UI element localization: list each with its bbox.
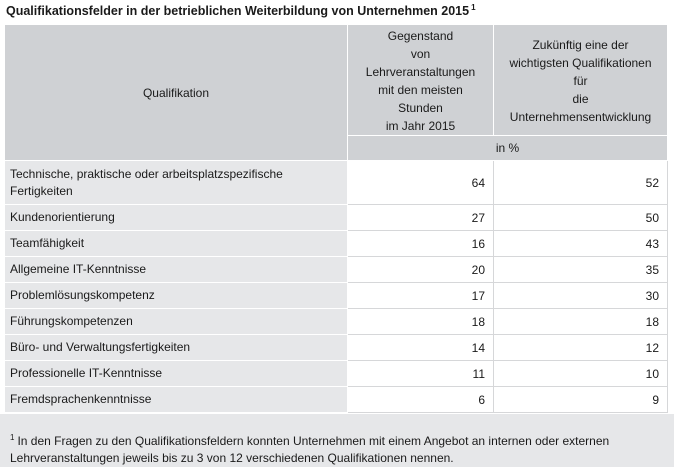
qualification-table bbox=[4, 24, 668, 413]
row-value-future: 10 bbox=[494, 361, 668, 387]
header-line: Gegenstand bbox=[387, 29, 454, 43]
table-row bbox=[5, 161, 668, 205]
row-value-lessons: 27 bbox=[348, 205, 494, 231]
header-unit: in % bbox=[348, 136, 668, 161]
row-value-future: 30 bbox=[494, 283, 668, 309]
row-value-lessons: 11 bbox=[348, 361, 494, 387]
row-value-future: 43 bbox=[494, 231, 668, 257]
header-lessons-2015 bbox=[348, 25, 494, 136]
row-value-lessons: 64 bbox=[348, 161, 494, 205]
header-line: wichtigsten Qualifikationen bbox=[509, 56, 652, 70]
row-value-future: 52 bbox=[494, 161, 668, 205]
header-future-qualifications bbox=[494, 25, 668, 136]
row-value-future: 18 bbox=[494, 309, 668, 335]
table-row bbox=[5, 387, 668, 413]
footnote-line: Lehrveranstaltungen jeweils bis zu 3 von 12 verschiedenen Qualifikationen nennen. bbox=[10, 451, 454, 465]
table-row bbox=[5, 309, 668, 335]
row-label: Führungskompetenzen bbox=[5, 309, 348, 335]
header-line: für bbox=[573, 74, 588, 88]
row-value-lessons: 6 bbox=[348, 387, 494, 413]
table-row bbox=[5, 205, 668, 231]
header-qualification: Qualifikation bbox=[5, 25, 348, 161]
table-row bbox=[5, 361, 668, 387]
table-row bbox=[5, 283, 668, 309]
footnote-line bbox=[10, 429, 665, 450]
row-label-line: Technische, praktische oder arbeitsplatzspezifische bbox=[10, 166, 283, 181]
row-label: Kundenorientierung bbox=[5, 205, 348, 231]
header-line: Lehrveranstaltungen bbox=[365, 65, 476, 79]
header-line: die bbox=[572, 92, 589, 106]
row-value-future: 12 bbox=[494, 335, 668, 361]
row-value-future: 9 bbox=[494, 387, 668, 413]
row-value-future: 50 bbox=[494, 205, 668, 231]
row-label: Problemlösungskompetenz bbox=[5, 283, 348, 309]
footnote-line-text: In den Fragen zu den Qualifikationsfeldern konnten Unternehmen mit einem Angebot an internen oder externen bbox=[17, 434, 610, 448]
footnote-mark: 1 bbox=[10, 433, 15, 442]
header-line: Stunden bbox=[398, 101, 443, 115]
row-label: Büro- und Verwaltungsfertigkeiten bbox=[5, 335, 348, 361]
title-text: Qualifikationsfelder in der betrieblichen Weiterbildung von Unternehmen 2015 bbox=[6, 4, 470, 18]
row-label: Allgemeine IT-Kenntnisse bbox=[5, 257, 348, 283]
footnote-text bbox=[10, 429, 665, 467]
table-title bbox=[6, 3, 476, 18]
header-line: mit den meisten bbox=[378, 83, 463, 97]
title-footnote-mark: 1 bbox=[471, 3, 476, 12]
row-value-lessons: 18 bbox=[348, 309, 494, 335]
row-label bbox=[5, 161, 348, 205]
row-value-lessons: 16 bbox=[348, 231, 494, 257]
row-value-lessons: 17 bbox=[348, 283, 494, 309]
row-label: Professionelle IT-Kenntnisse bbox=[5, 361, 348, 387]
row-value-future: 35 bbox=[494, 257, 668, 283]
table-row bbox=[5, 335, 668, 361]
header-line: Zukünftig eine der bbox=[532, 38, 629, 52]
row-value-lessons: 20 bbox=[348, 257, 494, 283]
table-row bbox=[5, 231, 668, 257]
table-row bbox=[5, 257, 668, 283]
row-label: Teamfähigkeit bbox=[5, 231, 348, 257]
header-line: Unternehmensentwicklung bbox=[509, 110, 652, 124]
footnote bbox=[0, 414, 674, 467]
header-line: von bbox=[410, 47, 431, 61]
header-line: im Jahr 2015 bbox=[385, 119, 456, 133]
row-value-lessons: 14 bbox=[348, 335, 494, 361]
row-label-line: Fertigkeiten bbox=[10, 183, 73, 198]
row-label: Fremdsprachenkenntnisse bbox=[5, 387, 348, 413]
